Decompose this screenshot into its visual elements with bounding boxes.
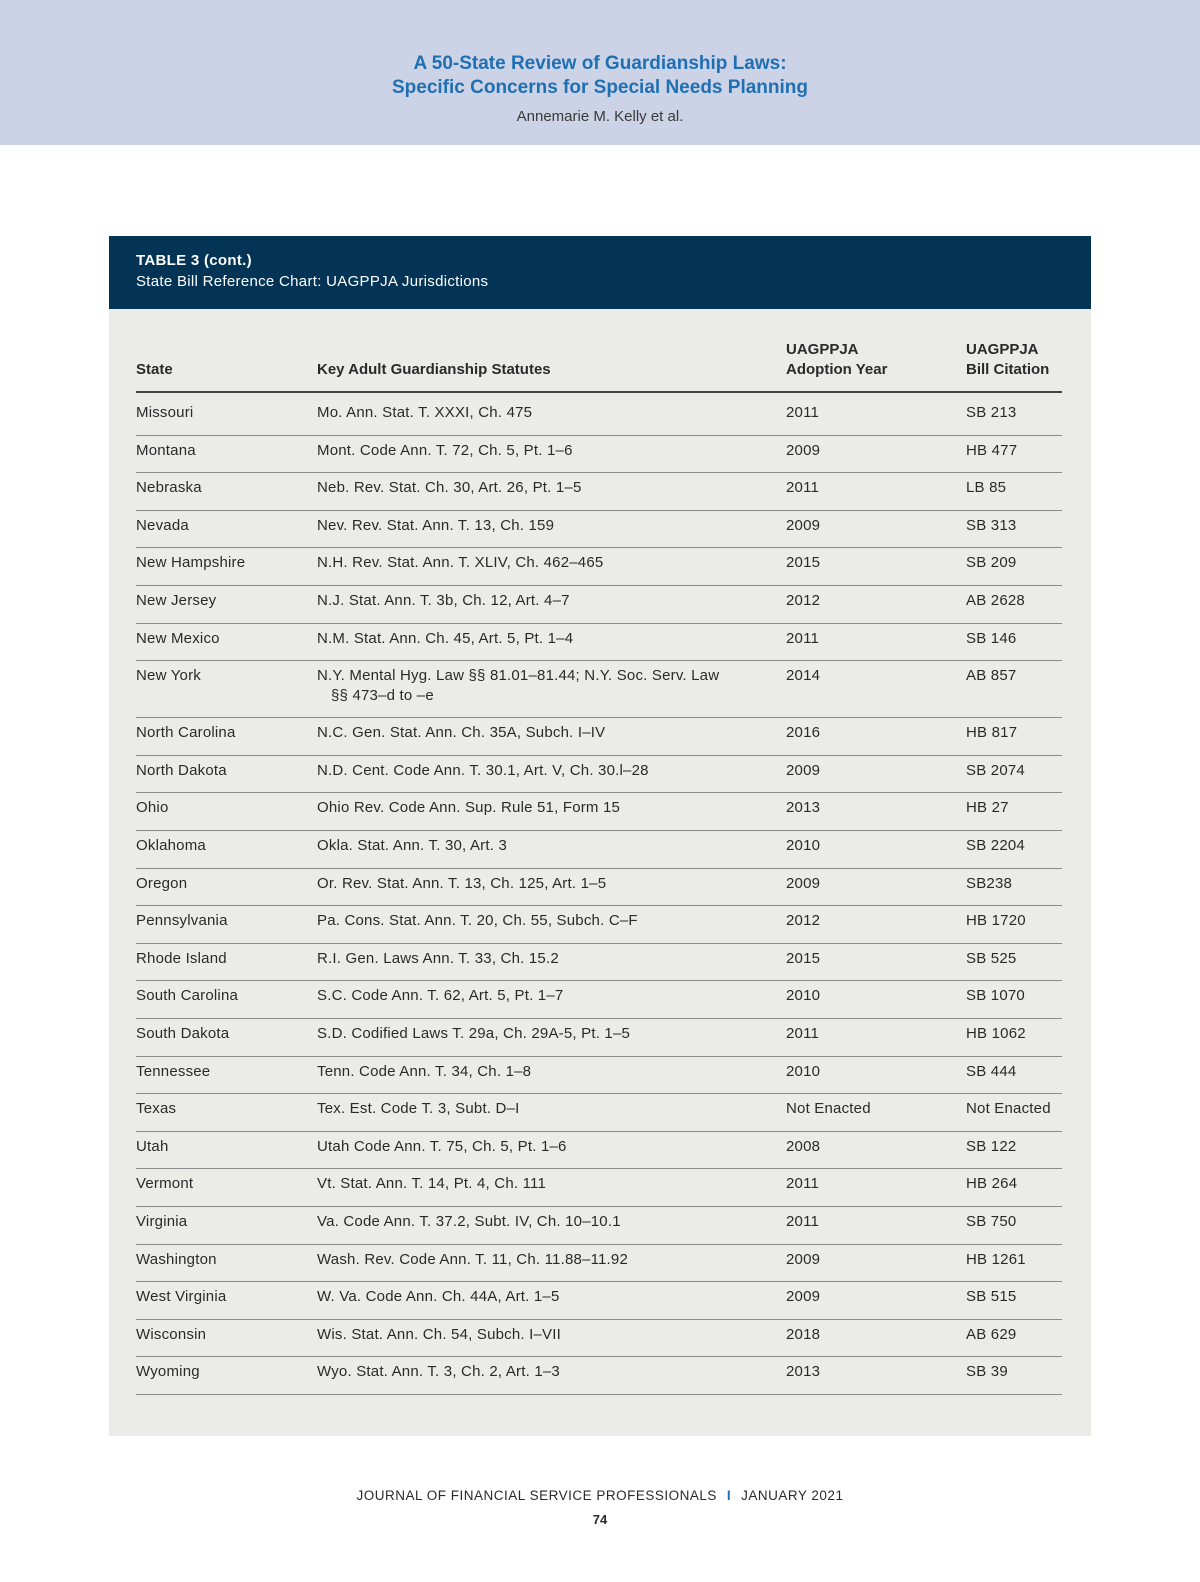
cell-statute-text: Okla. Stat. Ann. T. 30, Art. 3 xyxy=(317,837,507,854)
table-card xyxy=(109,236,1091,1436)
cell-adoption-year: 2009 xyxy=(786,441,821,459)
cell-statute-text: Nev. Rev. Stat. Ann. T. 13, Ch. 159 xyxy=(317,516,555,534)
issue-date: JANUARY 2021 xyxy=(741,1488,844,1503)
table-row xyxy=(136,944,1062,982)
cell-bill-citation: SB 313 xyxy=(966,516,1017,534)
cell-statute xyxy=(317,516,757,536)
cell-statute xyxy=(317,911,757,931)
cell-state: West Virginia xyxy=(136,1288,227,1306)
cell-adoption-year: 2012 xyxy=(786,912,821,930)
cell-statute-text: Or. Rev. Stat. Ann. T. 13, Ch. 125, Art. 1–5 xyxy=(317,874,607,892)
cell-statute xyxy=(317,1137,757,1157)
cell-statute xyxy=(317,478,757,498)
cell-statute-text: Utah Code Ann. T. 75, Ch. 5, Pt. 1–6 xyxy=(317,1137,567,1155)
table-row xyxy=(136,1132,1062,1170)
cell-state: South Dakota xyxy=(136,1025,230,1042)
cell-adoption-year: 2009 xyxy=(786,1250,821,1268)
cell-bill-citation: HB 477 xyxy=(966,441,1018,459)
cell-statute-text: Wyo. Stat. Ann. T. 3, Ch. 2, Art. 1–3 xyxy=(317,1363,560,1381)
cell-statute-continued: §§ 473–d to –e xyxy=(331,687,434,705)
cell-state: Tennessee xyxy=(136,1062,211,1080)
cell-statute xyxy=(317,553,757,573)
cell-bill-citation: HB 1261 xyxy=(966,1250,1026,1268)
cell-statute xyxy=(317,1174,757,1194)
cell-adoption-year: 2010 xyxy=(786,1062,821,1080)
table-row xyxy=(136,1357,1062,1395)
table-row xyxy=(136,1207,1062,1245)
table-row xyxy=(136,661,1062,718)
table-subtitle: State Bill Reference Chart: UAGPPJA Jurisdictions xyxy=(136,273,489,290)
cell-statute-text: Mont. Code Ann. T. 72, Ch. 5, Pt. 1–6 xyxy=(317,441,573,459)
table-row xyxy=(136,793,1062,831)
cell-state: Montana xyxy=(136,441,196,459)
cell-adoption-year: 2014 xyxy=(786,667,821,685)
cell-adoption-year: 2010 xyxy=(786,837,821,854)
cell-adoption-year: 2016 xyxy=(786,724,821,742)
cell-statute-text: N.D. Cent. Code Ann. T. 30.1, Art. V, Ch. 30.l–28 xyxy=(317,761,649,779)
cell-bill-citation: AB 629 xyxy=(966,1325,1017,1343)
cell-statute-text: Pa. Cons. Stat. Ann. T. 20, Ch. 55, Subch. C–F xyxy=(317,912,638,930)
cell-bill-citation: SB 213 xyxy=(966,404,1017,421)
cell-statute-text: N.H. Rev. Stat. Ann. T. XLIV, Ch. 462–465 xyxy=(317,554,604,572)
cell-statute xyxy=(317,836,757,856)
cell-statute-text: W. Va. Code Ann. Ch. 44A, Art. 1–5 xyxy=(317,1288,560,1306)
cell-statute xyxy=(317,591,757,611)
cell-state: Ohio xyxy=(136,799,169,817)
table-row xyxy=(136,1019,1062,1057)
cell-bill-citation: SB 122 xyxy=(966,1137,1017,1155)
table-row xyxy=(136,906,1062,944)
table-title-bar xyxy=(109,236,1091,309)
cell-bill-citation: SB 1070 xyxy=(966,987,1025,1005)
cell-statute xyxy=(317,761,757,781)
cell-statute-text: N.M. Stat. Ann. Ch. 45, Art. 5, Pt. 1–4 xyxy=(317,629,574,647)
table-label: TABLE 3 (cont.) xyxy=(136,252,252,269)
cell-adoption-year: 2009 xyxy=(786,516,821,534)
cell-state: Utah xyxy=(136,1137,169,1155)
cell-adoption-year: 2015 xyxy=(786,554,821,572)
table-row xyxy=(136,511,1062,549)
table-row xyxy=(136,756,1062,794)
cell-statute xyxy=(317,1362,757,1382)
cell-statute xyxy=(317,723,757,743)
cell-bill-citation: SB238 xyxy=(966,874,1013,892)
cell-state: New Mexico xyxy=(136,629,220,647)
table-row xyxy=(136,981,1062,1019)
cell-statute xyxy=(317,441,757,461)
cell-bill-citation: HB 817 xyxy=(966,724,1018,742)
cell-adoption-year: 2011 xyxy=(786,404,820,421)
cell-bill-citation: AB 857 xyxy=(966,667,1017,685)
column-header-bill-citation xyxy=(966,340,1049,380)
cell-statute xyxy=(317,874,757,894)
cell-adoption-year: 2009 xyxy=(786,1288,821,1306)
column-header-adoption-year xyxy=(786,340,887,380)
cell-statute-text: Tenn. Code Ann. T. 34, Ch. 1–8 xyxy=(317,1062,532,1080)
table-row xyxy=(136,1057,1062,1095)
cell-bill-citation: SB 146 xyxy=(966,629,1017,647)
cell-bill-citation: SB 39 xyxy=(966,1363,1008,1381)
cell-statute xyxy=(317,666,757,706)
table-row xyxy=(136,548,1062,586)
cell-state: New Hampshire xyxy=(136,554,246,572)
table-row xyxy=(136,1320,1062,1358)
cell-statute-text: Ohio Rev. Code Ann. Sup. Rule 51, Form 15 xyxy=(317,799,621,817)
cell-adoption-year: 2015 xyxy=(786,949,821,967)
page-number: 74 xyxy=(592,1512,608,1527)
cell-statute-text: Tex. Est. Code T. 3, Subt. D–I xyxy=(317,1100,520,1118)
cell-bill-citation: SB 525 xyxy=(966,949,1017,967)
table-row xyxy=(136,869,1062,907)
table-row xyxy=(136,718,1062,756)
cell-bill-citation: SB 2204 xyxy=(966,837,1025,854)
cell-statute xyxy=(317,1024,757,1044)
cell-statute-text: N.J. Stat. Ann. T. 3b, Ch. 12, Art. 4–7 xyxy=(317,592,570,609)
table-row xyxy=(136,398,1062,436)
cell-statute-text: Wash. Rev. Code Ann. T. 11, Ch. 11.88–11.92 xyxy=(317,1250,629,1268)
table-row xyxy=(136,473,1062,511)
column-header-bill-citation-line-2: Bill Citation xyxy=(966,361,1050,378)
cell-state: New Jersey xyxy=(136,592,217,609)
table-row xyxy=(136,831,1062,869)
cell-statute-text: Va. Code Ann. T. 37.2, Subt. IV, Ch. 10–10.1 xyxy=(317,1213,621,1230)
cell-bill-citation: Not Enacted xyxy=(966,1100,1051,1118)
cell-bill-citation: HB 264 xyxy=(966,1175,1018,1193)
cell-statute xyxy=(317,1212,757,1232)
cell-statute-text: N.Y. Mental Hyg. Law §§ 81.01–81.44; N.Y. Soc. Serv. Law xyxy=(317,667,720,685)
cell-state: Missouri xyxy=(136,404,194,421)
cell-adoption-year: 2009 xyxy=(786,761,821,779)
cell-adoption-year: 2011 xyxy=(786,1175,820,1193)
footer-separator: I xyxy=(726,1488,732,1503)
cell-statute-text: Neb. Rev. Stat. Ch. 30, Art. 26, Pt. 1–5 xyxy=(317,479,582,497)
table-row xyxy=(136,436,1062,474)
journal-name: JOURNAL OF FINANCIAL SERVICE PROFESSIONALS xyxy=(356,1488,717,1503)
cell-state: Wisconsin xyxy=(136,1325,207,1343)
cell-statute-text: Mo. Ann. Stat. T. XXXI, Ch. 475 xyxy=(317,404,533,421)
cell-statute-text: N.C. Gen. Stat. Ann. Ch. 35A, Subch. I–IV xyxy=(317,724,606,742)
cell-state: North Carolina xyxy=(136,724,236,742)
column-header-statutes: Key Adult Guardianship Statutes xyxy=(317,361,551,378)
cell-state: Oklahoma xyxy=(136,837,206,854)
table-row xyxy=(136,586,1062,624)
article-title-line-2: Specific Concerns for Special Needs Planning xyxy=(391,77,808,98)
cell-adoption-year: 2013 xyxy=(786,1363,821,1381)
header-band xyxy=(0,0,1200,145)
cell-bill-citation: SB 444 xyxy=(966,1062,1017,1080)
cell-bill-citation: HB 1062 xyxy=(966,1025,1026,1042)
cell-bill-citation: SB 2074 xyxy=(966,761,1025,779)
table-row xyxy=(136,1282,1062,1320)
cell-state: North Dakota xyxy=(136,761,227,779)
cell-bill-citation: HB 1720 xyxy=(966,912,1026,930)
page-footer xyxy=(0,1488,1200,1503)
cell-bill-citation: HB 27 xyxy=(966,799,1009,817)
cell-statute-text: S.D. Codified Laws T. 29a, Ch. 29A-5, Pt. 1–5 xyxy=(317,1025,631,1042)
table-row xyxy=(136,624,1062,662)
cell-adoption-year: 2011 xyxy=(786,479,820,497)
cell-adoption-year: Not Enacted xyxy=(786,1100,871,1118)
cell-adoption-year: 2018 xyxy=(786,1325,821,1343)
cell-statute-text: Vt. Stat. Ann. T. 14, Pt. 4, Ch. 111 xyxy=(317,1175,546,1193)
column-header-adoption-year-line-2: Adoption Year xyxy=(786,361,888,378)
article-title-line-1: A 50-State Review of Guardianship Laws: xyxy=(413,53,787,74)
cell-state: Oregon xyxy=(136,874,188,892)
table-row xyxy=(136,1094,1062,1132)
cell-statute-text: S.C. Code Ann. T. 62, Art. 5, Pt. 1–7 xyxy=(317,987,564,1005)
cell-state: Rhode Island xyxy=(136,949,227,967)
cell-bill-citation: SB 209 xyxy=(966,554,1017,572)
cell-statute xyxy=(317,949,757,969)
cell-statute xyxy=(317,986,757,1006)
cell-state: Nebraska xyxy=(136,479,202,497)
cell-bill-citation: LB 85 xyxy=(966,479,1007,497)
column-header-adoption-year-line-1: UAGPPJA xyxy=(786,341,859,358)
cell-state: Pennsylvania xyxy=(136,912,228,930)
article-author: Annemarie M. Kelly et al. xyxy=(516,108,684,125)
cell-adoption-year: 2011 xyxy=(786,1025,820,1042)
cell-adoption-year: 2013 xyxy=(786,799,821,817)
cell-adoption-year: 2008 xyxy=(786,1137,821,1155)
cell-adoption-year: 2011 xyxy=(786,1213,820,1230)
cell-state: South Carolina xyxy=(136,987,239,1005)
cell-statute xyxy=(317,1062,757,1082)
cell-statute xyxy=(317,1099,757,1119)
cell-statute xyxy=(317,1250,757,1270)
cell-state: Texas xyxy=(136,1100,177,1118)
column-header-state: State xyxy=(136,361,173,378)
table-row xyxy=(136,1169,1062,1207)
cell-statute xyxy=(317,629,757,649)
cell-bill-citation: SB 515 xyxy=(966,1288,1017,1306)
cell-state: Wyoming xyxy=(136,1363,200,1381)
header-rule xyxy=(136,391,1062,393)
cell-state: Virginia xyxy=(136,1213,188,1230)
cell-statute-text: R.I. Gen. Laws Ann. T. 33, Ch. 15.2 xyxy=(317,949,559,967)
table-row xyxy=(136,1245,1062,1283)
cell-statute xyxy=(317,798,757,818)
cell-adoption-year: 2011 xyxy=(786,629,820,647)
cell-statute xyxy=(317,1325,757,1345)
cell-state: Nevada xyxy=(136,516,189,534)
cell-statute-text: Wis. Stat. Ann. Ch. 54, Subch. I–VII xyxy=(317,1325,561,1343)
cell-state: Vermont xyxy=(136,1175,194,1193)
column-header-bill-citation-line-1: UAGPPJA xyxy=(966,341,1039,358)
cell-state: Washington xyxy=(136,1250,217,1268)
cell-adoption-year: 2010 xyxy=(786,987,821,1005)
cell-bill-citation: AB 2628 xyxy=(966,592,1025,609)
cell-bill-citation: SB 750 xyxy=(966,1213,1017,1230)
cell-adoption-year: 2009 xyxy=(786,874,821,892)
cell-adoption-year: 2012 xyxy=(786,592,821,609)
cell-state: New York xyxy=(136,667,201,685)
cell-statute xyxy=(317,1287,757,1307)
cell-statute xyxy=(317,403,757,423)
